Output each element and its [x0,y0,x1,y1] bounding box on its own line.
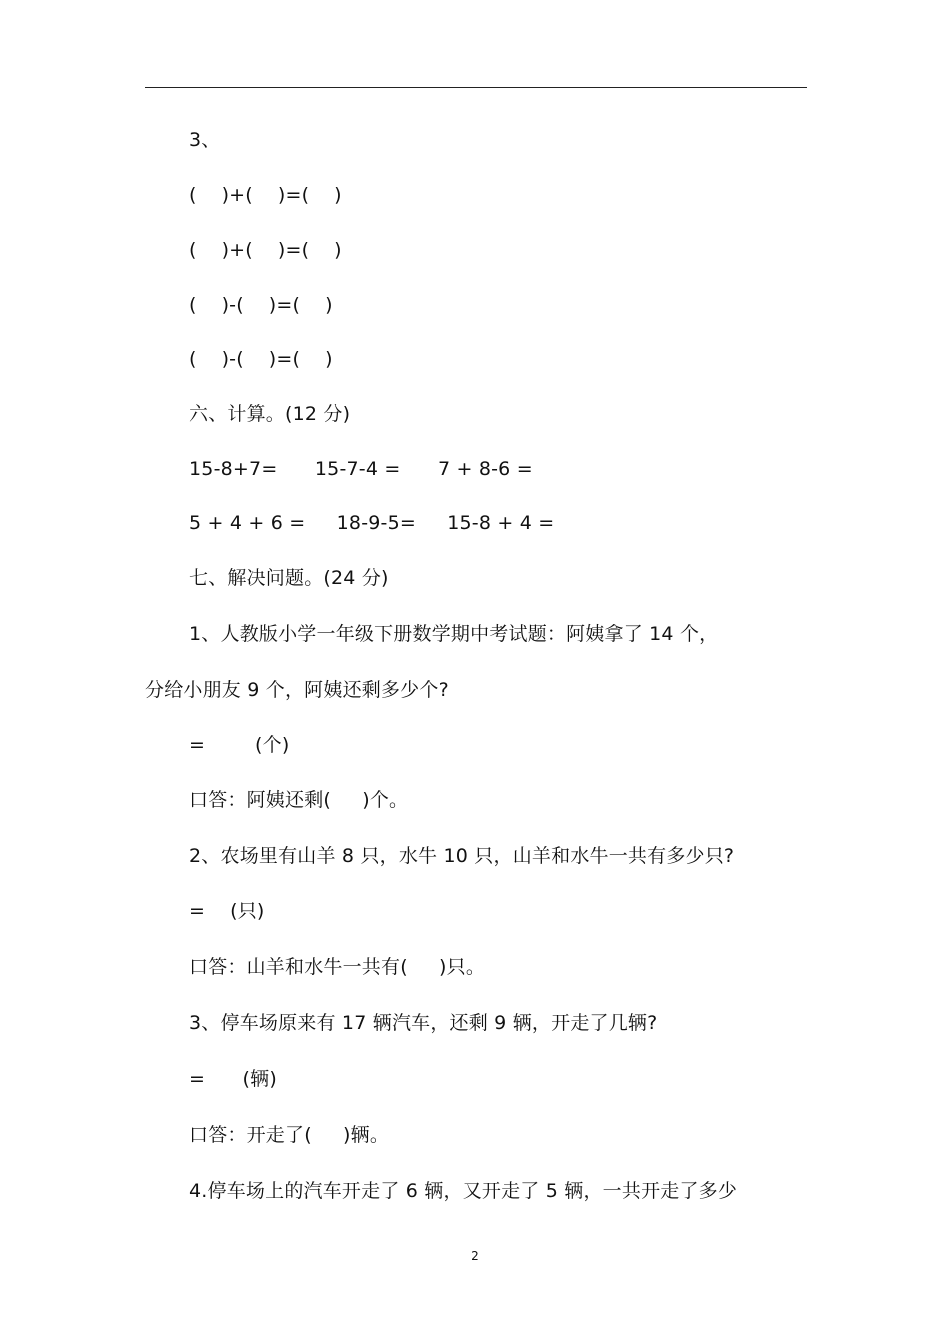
section-heading: 六、计算。(12 分) [189,403,351,425]
section-heading: 七、解决问题。(24 分) [189,567,389,589]
text-line: = (辆) [189,1068,277,1090]
text-line: 口答：山羊和水牛一共有( )只。 [189,956,486,978]
text-line: ( )-( )=( ) [189,294,333,316]
text-line: ( )+( )=( ) [189,239,342,261]
text-line: = (只) [189,900,265,922]
page-number: 2 [471,1249,479,1263]
text-line: 15-8+7= 15-7-4 = 7 + 8-6 = [189,458,533,480]
text-line: 3、停车场原来有 17 辆汽车，还剩 9 辆，开走了几辆? [189,1012,658,1034]
text-line: 3、 [189,129,221,151]
text-line: 口答：阿姨还剩( )个。 [189,789,409,811]
text-line: ( )-( )=( ) [189,348,333,370]
text-line: = (个) [189,734,290,756]
text-line: ( )+( )=( ) [189,184,342,206]
text-line: 1、人教版小学一年级下册数学期中考试题：阿姨拿了 14 个， [189,623,719,645]
text-line: 口答：开走了( )辆。 [189,1124,390,1146]
text-line: 4.停车场上的汽车开走了 6 辆，又开走了 5 辆，一共开走了多少 [189,1180,738,1202]
text-line: 2、农场里有山羊 8 只，水牛 10 只，山羊和水牛一共有多少只? [189,845,735,867]
text-line: 5 + 4 + 6 = 18-9-5= 15-8 + 4 = [189,512,555,534]
header-rule [145,87,807,88]
text-line: 分给小朋友 9 个，阿姨还剩多少个? [145,679,449,701]
